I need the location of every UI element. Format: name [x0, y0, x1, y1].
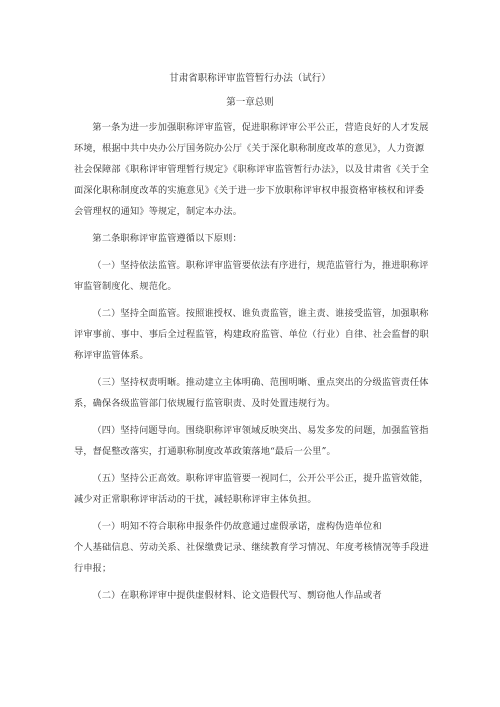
- paragraph-article-2: 第二条职称评审监管遵循以下原则：: [92, 233, 242, 244]
- paragraph-principle-3: （三）坚持权责明晰。推动建立主体明确、范围明晰、重点突出的分级监管责任体系，确保各级监管部门依规履行监管职责、及时处置违规行为。: [74, 377, 429, 409]
- document-body: [74, 117, 430, 612]
- paragraph-item-1-start: （一）明知不符合职称申报条件仍故意通过虚假承诺，虚构伪造单位和: [92, 521, 382, 532]
- paragraph-item-1-cont: 个人基础信息、劳动关系、社保缴费记录、继续教育学习情况、年度考核情况等手段进行申报；: [74, 542, 429, 574]
- paragraph-principle-5: （五）坚持公正高效。职称评审监管要一视同仁，公开公平公正，提升监管效能，减少对正常职称评审活动的干扰，减轻职称评审主体负担。: [74, 473, 429, 505]
- paragraph-principle-2: （二）坚持全面监管。按照谁授权、谁负责监管，谁主责、谁接受监管，加强职称评审事前、事中、事后全过程监管，构建政府监管、单位（行业）自律、社会监督的职称评审监管体系。: [74, 308, 429, 361]
- chapter-heading: 第一章总则: [226, 97, 274, 108]
- paragraph-principle-1: （一）坚持依法监管。职称评审监管要依法有序进行，规范监管行为，推进职称评审监管制度化、规范化。: [74, 260, 429, 292]
- paragraph-principle-4: （四）坚持问题导向。围绕职称评审领域反映突出、易发多发的问题，加强监管指导，督促整改落实，打通职称制度改革政策落地“最后一公里”。: [74, 425, 429, 457]
- document-title: 甘肃省职称评审监管暂行办法（试行）: [169, 73, 331, 84]
- paragraph-item-2: （二）在职称评审中提供虚假材料、论文造假代写、剽窃他人作品或者: [92, 590, 382, 601]
- paragraph-article-1: 第一条为进一步加强职称评审监管，促进职称评审公平公正，营造良好的人才发展环境，根据中共中央办公厅国务院办公厅《关于深化职称制度改革的意见》，人力资源社会保障部《职称评审管理暂行规定》《职称评审监管暂行办法》，以及甘肃省《关于全面深化职称制度改革的实施意见》《关于进一步下放职称评审权申报资格审核权和评委会管理权的通知》等规定，制定本办法。: [74, 122, 429, 217]
